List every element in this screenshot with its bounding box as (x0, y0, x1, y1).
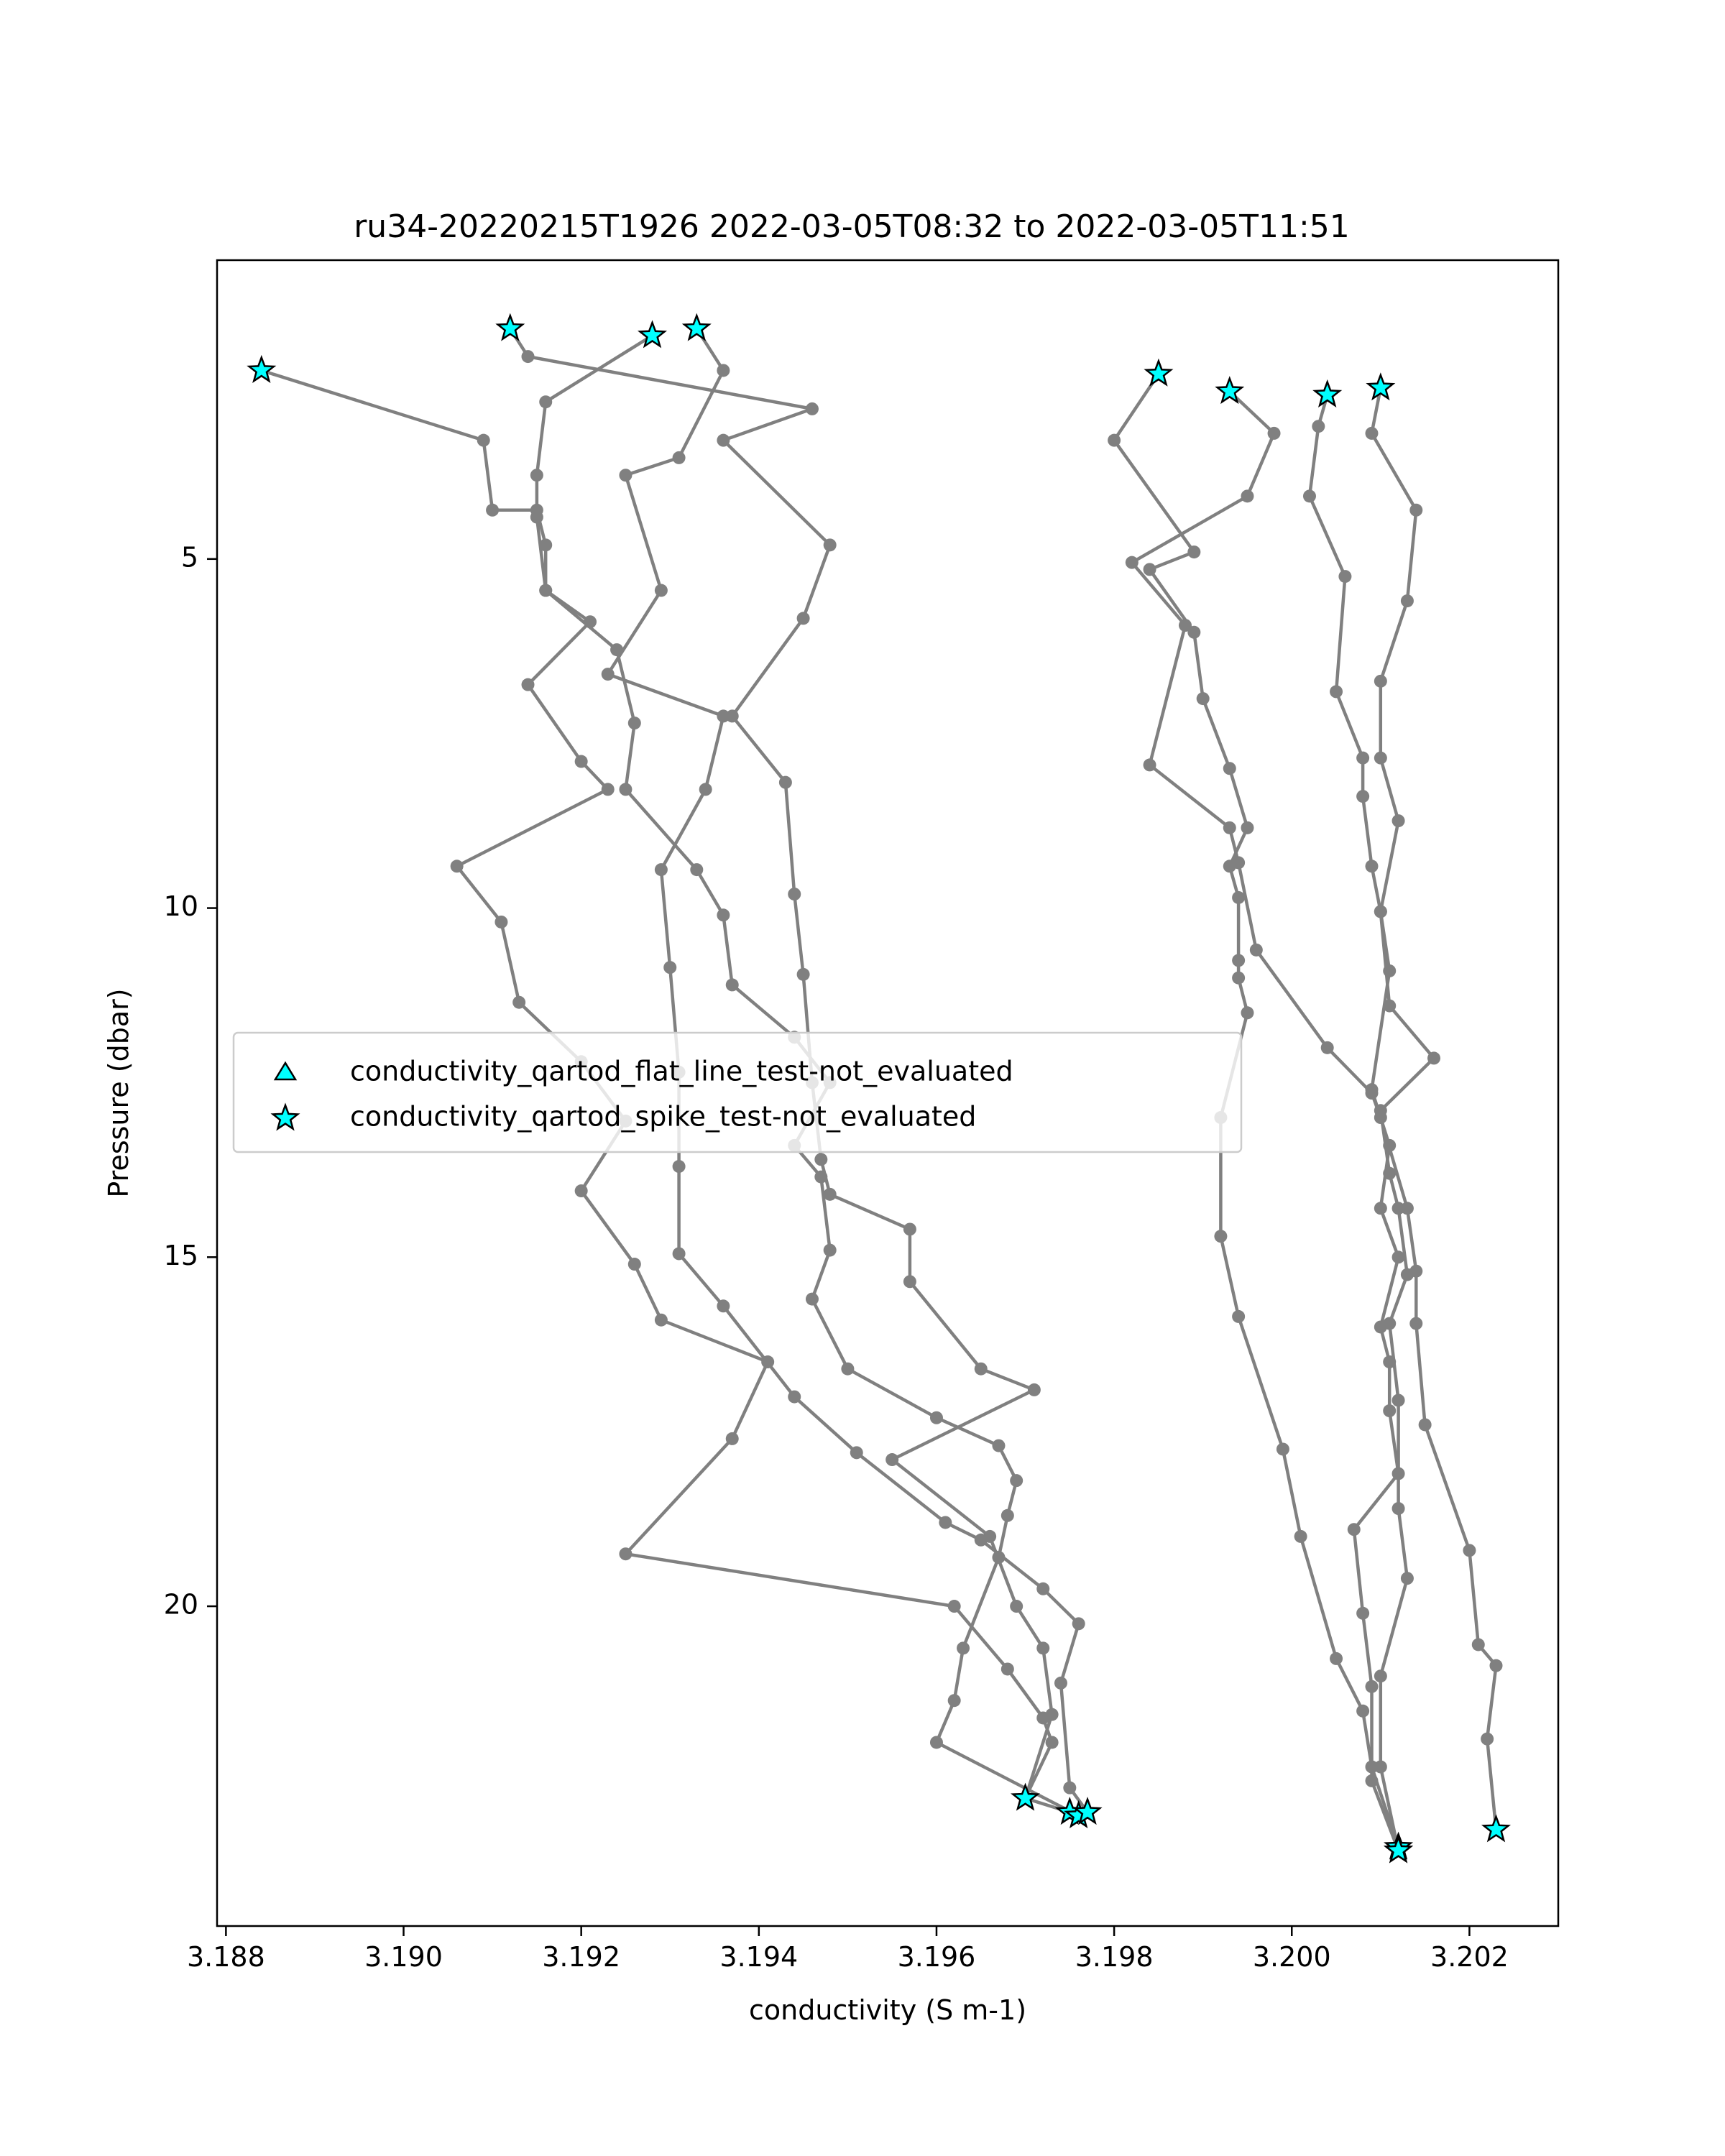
data-point (1383, 1317, 1396, 1330)
data-point (1179, 619, 1192, 632)
data-point (1365, 860, 1378, 872)
x-tick-label: 3.188 (186, 1941, 265, 1973)
data-point (1241, 821, 1254, 834)
data-point (486, 504, 499, 517)
y-tick-label: 5 (180, 541, 198, 573)
data-point (1010, 1474, 1023, 1487)
data-point (726, 1432, 739, 1445)
data-point (717, 709, 730, 722)
data-point (673, 1247, 686, 1260)
data-point (903, 1222, 916, 1235)
data-point (628, 717, 641, 729)
data-point (1046, 1736, 1059, 1749)
data-point (824, 1188, 837, 1201)
data-point (655, 1314, 668, 1327)
data-point (1348, 1523, 1361, 1536)
data-point (1063, 1782, 1076, 1795)
data-point (1001, 1662, 1014, 1675)
data-point (1365, 1680, 1378, 1693)
data-point (1028, 1383, 1041, 1396)
data-point (975, 1363, 988, 1376)
data-point (930, 1411, 943, 1424)
data-point (1401, 594, 1414, 607)
data-point (530, 511, 543, 524)
data-point (1356, 790, 1369, 803)
data-point (1383, 1404, 1396, 1417)
data-point (1489, 1659, 1502, 1672)
data-point (1250, 944, 1263, 957)
data-point (939, 1516, 952, 1529)
data-point (1401, 1572, 1414, 1585)
data-point (575, 1184, 588, 1197)
data-point (1232, 1310, 1245, 1323)
x-tick-label: 3.194 (719, 1941, 799, 1973)
data-point (1232, 954, 1245, 967)
data-point (806, 1293, 819, 1306)
x-tick-label: 3.198 (1075, 1941, 1154, 1973)
data-point (806, 402, 819, 415)
legend (234, 1033, 1241, 1152)
data-point (1321, 1041, 1334, 1054)
series-line (1310, 395, 1399, 1851)
spike-test-star-marker (1146, 361, 1171, 384)
data-point (797, 612, 810, 625)
data-point (1409, 504, 1422, 517)
data-point (1392, 814, 1405, 827)
data-point (451, 860, 464, 872)
data-point (690, 863, 703, 876)
data-point (1374, 1669, 1387, 1682)
data-point (1463, 1544, 1476, 1557)
data-point (1054, 1677, 1067, 1690)
data-point (1312, 420, 1325, 433)
data-point (1374, 905, 1387, 918)
data-point (1001, 1509, 1014, 1522)
data-point (1072, 1617, 1085, 1630)
data-point (1276, 1442, 1289, 1455)
data-point (1330, 1652, 1343, 1665)
legend-box (234, 1033, 1241, 1152)
data-point (903, 1275, 916, 1288)
data-point (948, 1694, 961, 1707)
data-point (539, 584, 552, 597)
data-point (1268, 427, 1281, 440)
series-profile-7 (1303, 388, 1405, 1857)
data-point (1232, 856, 1245, 869)
data-point (788, 1391, 801, 1404)
y-tick-label: 15 (163, 1239, 198, 1271)
data-point (814, 1153, 827, 1166)
data-point (886, 1453, 898, 1466)
data-point (1356, 1607, 1369, 1620)
data-point (824, 538, 837, 551)
data-point (930, 1736, 943, 1749)
y-axis-label: Pressure (dbar) (103, 988, 134, 1198)
data-point (1144, 563, 1156, 576)
data-point (1365, 1083, 1378, 1096)
data-point (1036, 1583, 1049, 1595)
data-point (494, 916, 507, 929)
data-point (619, 783, 632, 796)
data-point (619, 1547, 632, 1560)
data-point (1374, 1104, 1387, 1117)
data-point (814, 1171, 827, 1184)
data-point (726, 978, 739, 991)
data-point (1046, 1708, 1059, 1721)
data-point (1223, 762, 1236, 775)
data-point (957, 1641, 970, 1654)
data-point (539, 395, 552, 408)
data-point (1108, 434, 1121, 447)
data-point (850, 1446, 863, 1459)
data-point (619, 469, 632, 482)
legend-label-flat-line: conductivity_qartod_flat_line_test-not_evaluated (350, 1055, 1013, 1087)
spike-test-star-marker (684, 315, 709, 339)
series-line (1372, 388, 1435, 1851)
data-point (717, 1299, 730, 1312)
data-point (779, 776, 792, 789)
data-point (1232, 972, 1245, 985)
data-point (1392, 1393, 1405, 1406)
x-axis (187, 1926, 1509, 1973)
spike-test-star-marker (249, 358, 274, 382)
data-point (1419, 1418, 1432, 1431)
data-point (1383, 1167, 1396, 1180)
data-point (1374, 675, 1387, 688)
data-point (797, 968, 810, 981)
data-point (512, 996, 525, 1009)
x-tick-label: 3.200 (1252, 1941, 1331, 1973)
x-tick-label: 3.190 (364, 1941, 443, 1973)
data-point (1374, 1760, 1387, 1773)
data-point (1214, 1230, 1227, 1243)
data-point (1374, 752, 1387, 765)
data-point (1356, 752, 1369, 765)
data-point (655, 584, 668, 597)
data-point (602, 668, 615, 681)
data-point (1126, 556, 1138, 569)
data-point (1409, 1317, 1422, 1330)
data-point (530, 469, 543, 482)
data-point (522, 350, 535, 363)
data-point (1187, 545, 1200, 558)
chart-title: ru34-20220215T1926 2022-03-05T08:32 to 2022-03-05T11:51 (354, 208, 1350, 245)
data-point (1036, 1641, 1049, 1654)
legend-label-spike: conductivity_qartod_spike_test-not_evaluated (350, 1100, 977, 1133)
data-point (717, 908, 730, 921)
y-axis (164, 541, 217, 1620)
data-point (575, 755, 588, 768)
data-point (1010, 1600, 1023, 1613)
spike-test-star-marker (1484, 1817, 1508, 1841)
data-point (1330, 685, 1343, 698)
data-point (602, 783, 615, 796)
data-point (975, 1534, 988, 1547)
spike-test-star-marker (1013, 1785, 1037, 1809)
data-point (663, 961, 676, 974)
data-point (1338, 570, 1351, 583)
data-point (673, 1160, 686, 1173)
data-point (628, 1258, 641, 1271)
data-point (824, 1244, 837, 1257)
data-point (1303, 489, 1316, 502)
data-point (655, 863, 668, 876)
data-point (992, 1439, 1005, 1452)
spike-test-star-marker (1315, 382, 1340, 406)
data-point (1383, 1000, 1396, 1013)
data-point (1241, 1006, 1254, 1019)
data-point (1241, 489, 1254, 502)
y-tick-label: 10 (163, 890, 198, 923)
data-point (1365, 1774, 1378, 1787)
data-point (1197, 692, 1210, 705)
data-point (1401, 1268, 1414, 1281)
data-point (1481, 1733, 1494, 1746)
x-tick-label: 3.202 (1430, 1941, 1509, 1973)
x-tick-label: 3.196 (897, 1941, 976, 1973)
data-point (717, 364, 730, 377)
data-point (1472, 1638, 1485, 1651)
data-point (717, 434, 730, 447)
data-point (477, 434, 490, 447)
data-point (1374, 1202, 1387, 1215)
spike-test-star-marker (1386, 1838, 1410, 1861)
data-point (1294, 1530, 1307, 1543)
x-axis-label: conductivity (S m-1) (748, 1994, 1027, 2026)
data-point (522, 678, 535, 691)
data-point (1392, 1502, 1405, 1515)
data-point (1144, 758, 1156, 771)
data-point (841, 1363, 854, 1376)
data-point (1223, 821, 1236, 834)
spike-test-star-marker (498, 315, 523, 339)
data-point (1392, 1202, 1405, 1215)
data-point (673, 451, 686, 464)
data-point (1356, 1705, 1369, 1718)
x-tick-label: 3.192 (542, 1941, 621, 1973)
data-point (788, 888, 801, 900)
data-point (1427, 1051, 1440, 1064)
data-point (699, 783, 712, 796)
y-tick-label: 20 (163, 1588, 198, 1621)
data-point (1365, 427, 1378, 440)
data-point (948, 1600, 961, 1613)
